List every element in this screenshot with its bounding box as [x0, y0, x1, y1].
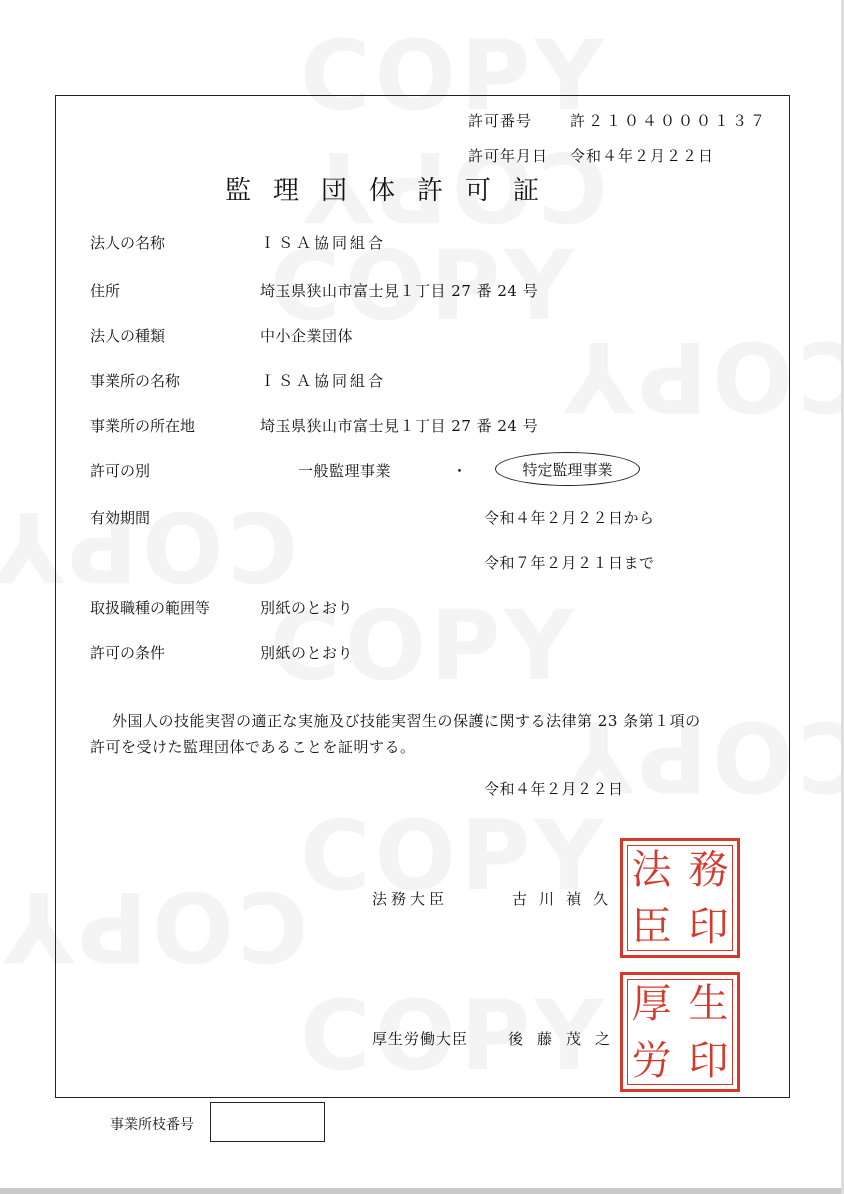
permit-type-general: 一般監理事業 — [298, 462, 392, 480]
statement-line-1: 外国人の技能実習の適正な実施及び技能実習生の保護に関する法律第 23 条第１項の — [112, 712, 701, 730]
seal-inner-ring — [627, 979, 733, 1085]
validity-from: 令和４年２月２２日から — [484, 509, 655, 527]
permit-type-label: 許可の別 — [90, 462, 151, 480]
justice-minister-seal — [620, 838, 740, 958]
scope-label: 取扱職種の範囲等 — [90, 599, 211, 617]
permit-type-separator: ・ — [452, 462, 468, 480]
statement-line-2: 許可を受けた監理団体であることを証明する。 — [90, 738, 416, 756]
office-address-value: 埼玉県狭山市富士見１丁目 27 番 24 号 — [260, 417, 539, 435]
justice-minister-title: 法務大臣 — [372, 890, 449, 908]
validity-label: 有効期間 — [90, 509, 151, 527]
corp-type-value: 中小企業団体 — [260, 327, 354, 345]
permit-type-specific: 特定監理事業 — [522, 460, 613, 479]
corp-name-value: ＩＳＡ協同組合 — [260, 234, 387, 252]
labor-minister-seal — [620, 972, 740, 1092]
labor-minister-title: 厚生労働大臣 — [372, 1030, 469, 1048]
seal-glyph: 印 — [688, 1037, 729, 1084]
permit-number-value: 許２１０４０００１３７ — [570, 112, 769, 130]
permit-date-label: 許可年月日 — [468, 147, 549, 165]
office-name-value: ＩＳＡ協同組合 — [260, 372, 387, 390]
seal-glyph: 法 — [631, 846, 672, 893]
page-edge-shadow — [0, 1188, 844, 1194]
address-value: 埼玉県狭山市富士見１丁目 27 番 24 号 — [260, 282, 539, 300]
conditions-value: 別紙のとおり — [260, 644, 354, 662]
seal-glyph: 臣 — [631, 903, 672, 950]
seal-inner-ring — [627, 845, 733, 951]
corp-name-label: 法人の名称 — [90, 234, 166, 252]
address-label: 住所 — [90, 282, 121, 300]
seal-glyph: 印 — [688, 903, 729, 950]
conditions-label: 許可の条件 — [90, 644, 166, 662]
seal-glyph: 生 — [688, 980, 729, 1027]
permit-number-label: 許可番号 — [468, 112, 533, 130]
seal-glyph: 厚 — [631, 980, 672, 1027]
issue-date: 令和４年２月２２日 — [484, 780, 624, 798]
corp-type-label: 法人の種類 — [90, 327, 166, 345]
labor-minister-name: 後藤茂之 — [508, 1030, 625, 1048]
permit-type-specific-circled — [495, 452, 640, 486]
scope-value: 別紙のとおり — [260, 599, 354, 617]
validity-to: 令和７年２月２１日まで — [484, 554, 655, 572]
seal-glyph: 労 — [631, 1037, 672, 1084]
permit-date-value: 令和４年２月２２日 — [570, 147, 715, 165]
branch-number-box — [210, 1102, 325, 1142]
office-name-label: 事業所の名称 — [90, 372, 181, 390]
seal-glyph: 務 — [688, 846, 729, 893]
office-address-label: 事業所の所在地 — [90, 417, 196, 435]
certificate-title: 監理団体許可証 — [225, 176, 562, 206]
branch-number-label: 事業所枝番号 — [110, 1117, 194, 1133]
justice-minister-name: 古川禎久 — [512, 890, 621, 908]
